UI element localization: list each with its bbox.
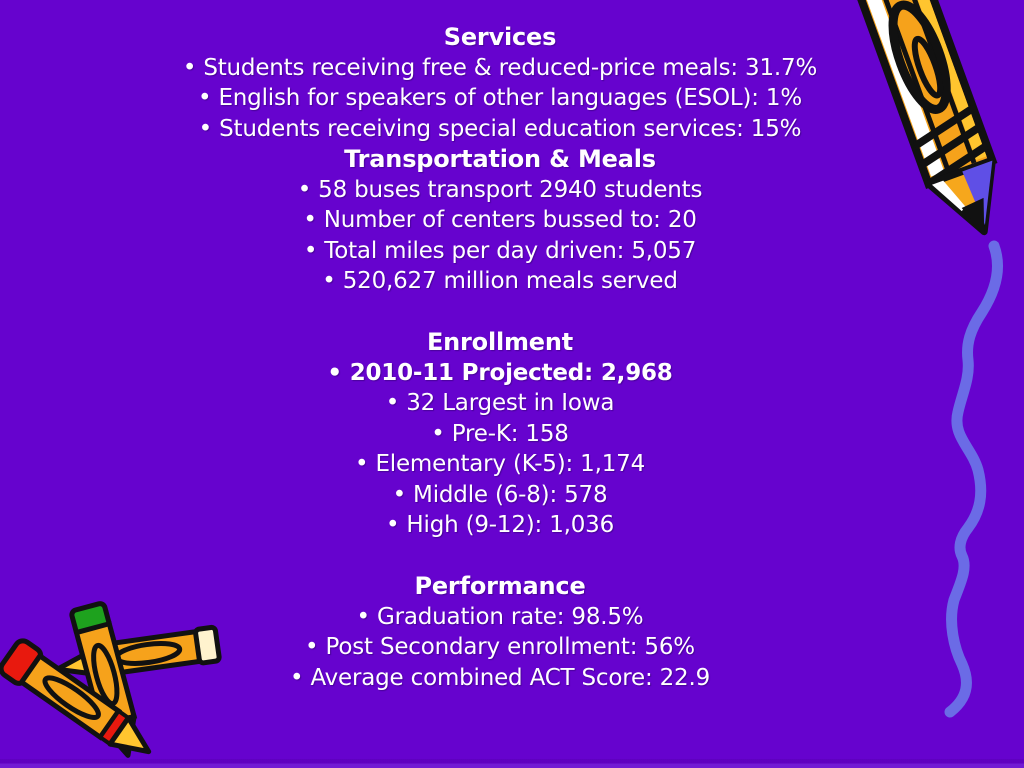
bullet-item: • 2010-11 Projected: 2,968 <box>327 359 673 386</box>
section-heading-services: Services <box>443 23 557 51</box>
bullet-item: • Post Secondary enrollment: 56% <box>305 634 695 660</box>
blank-line <box>0 297 1000 328</box>
bullet-item: • 520,627 million meals served <box>322 268 678 294</box>
bullet-item: • Average combined ACT Score: 22.9 <box>289 664 711 691</box>
bullet-item: • Students receiving special education services: 15% <box>198 115 802 142</box>
bullet-item: • Number of centers bussed to: 20 <box>303 207 697 233</box>
section-heading-enrollment: Enrollment <box>426 328 574 356</box>
section-heading-performance: Performance <box>414 572 586 600</box>
bullet-item: • Middle (6-8): 578 <box>392 481 608 508</box>
blank-line <box>0 541 1000 572</box>
bullet-item: • 32 Largest in Iowa <box>385 390 615 416</box>
bullet-item: • High (9-12): 1,036 <box>385 512 615 538</box>
slide-text-block <box>0 22 1000 693</box>
slide-bottom-edge <box>0 759 1024 768</box>
bullet-item: • English for speakers of other languages (ESOL): 1% <box>198 85 802 111</box>
bullet-item: • Students receiving free & reduced-price meals: 31.7% <box>182 54 818 81</box>
bullet-item: • Total miles per day driven: 5,057 <box>303 237 697 264</box>
bullet-item: • Pre-K: 158 <box>431 420 569 447</box>
bullet-item: • Elementary (K-5): 1,174 <box>354 451 646 477</box>
section-heading-transportation-meals: Transportation & Meals <box>344 145 656 173</box>
bullet-item: • Graduation rate: 98.5% <box>356 603 644 630</box>
bullet-item: • 58 buses transport 2940 students <box>297 176 703 203</box>
